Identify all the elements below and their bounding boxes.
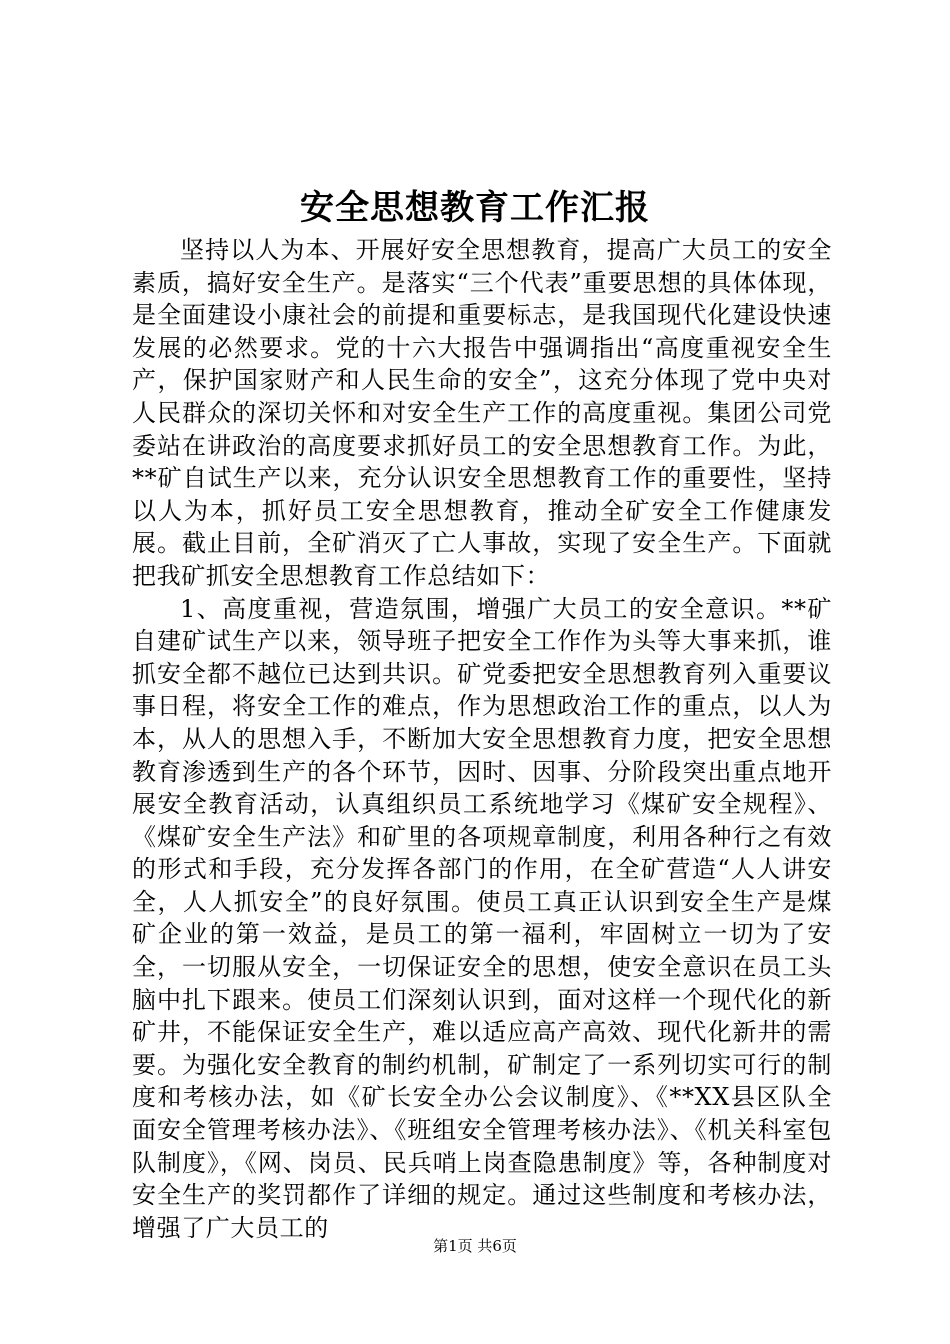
paragraph-section-1: 1、高度重视，营造氛围，增强广大员工的安全意识。**矿自建矿试生产以来，领导班子把安全工作作为头等大事来抓，谁抓安全都不越位已达到共识。矿党委把安全思想教育列入重要议事日程，将安全工作的难点，作为思想政治工作的重点，以人为本，从人的思想入手，不断加大安全思想教育力度，把安全思想教育渗透到生产的各个环节，因时、因事、分阶段突出重点地开展安全教育活动，认真组织员工系统地学习《煤矿安全规程》、《煤矿安全生产法》和矿里的各项规章制度，利用各种行之有效的形式和手段，充分发挥各部门的作用，在全矿营造“人人讲安全，人人抓安全”的良好氛围。使员工真正认识到安全生产是煤矿企业的第一效益，是员工的第一福利，牢固树立一切为了安全，一切服从安全，一切保证安全的思想，使安全意识在员工头脑中扎下跟来。使员工们深刻认识到，面对这样一个现代化的新矿井，不能保证安全生产，难以适应高产高效、现代化新井的需要。为强化安全教育的制约机制，矿制定了一系列切实可行的制度和考核办法，如《矿长安全办公会议制度》、《**XX县区队全面安全管理考核办法》、《班组安全管理考核办法》、《机关科室包队制度》，《网、岗员、民兵哨上岗查隐患制度》等，各种制度对安全生产的奖罚都作了详细的规定。通过这些制度和考核办法，增强了广大员工的: [132, 594, 832, 1242]
document-body: [132, 234, 832, 1244]
document-title: 安全思想教育工作汇报: [300, 188, 650, 228]
page-number-footer: 第1页 共6页: [433, 1237, 517, 1255]
paragraph-intro: 坚持以人为本、开展好安全思想教育，提高广大员工的安全素质，搞好安全生产。是落实“三个代表”重要思想的具体体现，是全面建设小康社会的前提和重要标志，是我国现代化建设快速发展的必然要求。党的十六大报告中强调指出“高度重视安全生产，保护国家财产和人民生命的安全”，这充分体现了党中央对人民群众的深切关怀和对安全生产工作的高度重视。集团公司党委站在讲政治的高度要求抓好员工的安全思想教育工作。为此，**矿自试生产以来，充分认识安全思想教育工作的重要性，坚持以人为本，抓好员工安全思想教育，推动全矿安全工作健康发展。截止目前，全矿消灭了亡人事故，实现了安全生产。下面就把我矿抓安全思想教育工作总结如下：: [132, 236, 832, 590]
